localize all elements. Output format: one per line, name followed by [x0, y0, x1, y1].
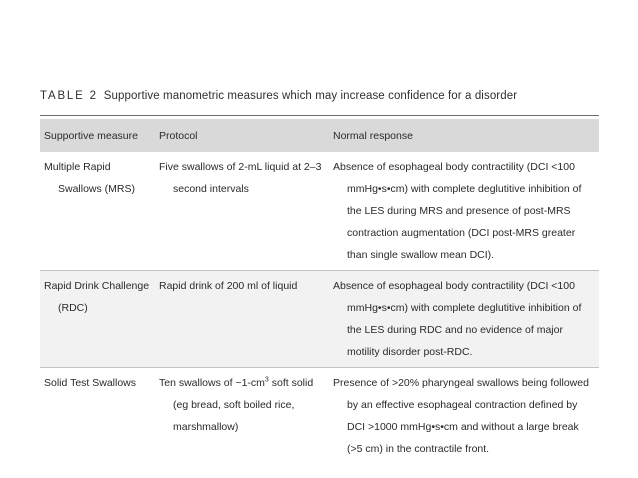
response-text: Absence of esophageal body contractility (DCI <100 mmHg•s•cm) with complete deglutitive inhibition of the LES during MRS and presence of post-MRS contraction augmentation (DCI post-MRS greater than single swallow mean DCI). [333, 161, 582, 261]
protocol-text: Rapid drink of 200 ml of liquid [159, 280, 298, 292]
protocol-text: Five swallows of 2-mL liquid at 2–3 second intervals [159, 161, 322, 195]
cell-protocol [155, 152, 329, 271]
superscript-3: 3 [264, 376, 269, 384]
table-row-solid [40, 368, 599, 465]
measure-text: Multiple Rapid Swallows (MRS) [44, 161, 136, 195]
caption-rule [40, 115, 599, 116]
cell-protocol [155, 271, 329, 368]
header-normal-response: Normal response [329, 119, 599, 152]
table-row-mrs [40, 152, 599, 271]
table-number: TABLE 2 [40, 90, 98, 102]
cell-response [329, 271, 599, 368]
table-row-rdc [40, 271, 599, 368]
cell-response [329, 368, 599, 465]
table-title: Supportive manometric measures which may increase confidence for a disorder [103, 90, 518, 102]
protocol-text-start: Ten swallows of ~1-cm [159, 377, 265, 389]
protocol-text [159, 372, 325, 438]
cell-measure [40, 152, 155, 271]
response-text: Presence of >20% pharyngeal swallows being followed by an effective esophageal contraction defined by DCI >1000 mmHg•s•cm and without a large break (>5 cm) in the contractile front. [333, 377, 589, 455]
cell-measure [40, 271, 155, 368]
supportive-measures-table [40, 119, 599, 464]
response-text: Absence of esophageal body contractility (DCI <100 mmHg•s•cm) with complete deglutitive inhibition of the LES during RDC and no evidence of major motility disorder post-RDC. [333, 280, 582, 358]
table-header-row [40, 119, 599, 152]
cell-protocol [155, 368, 329, 465]
cell-measure [40, 368, 155, 465]
header-supportive-measure: Supportive measure [40, 119, 155, 152]
header-protocol: Protocol [155, 119, 329, 152]
measure-text: Rapid Drink Challenge (RDC) [44, 280, 150, 314]
measure-text: Solid Test Swallows [44, 377, 137, 389]
protocol-text-end: soft solid (eg bread, soft boiled rice, marshmallow) [173, 377, 314, 433]
table-caption [40, 90, 517, 102]
cell-response [329, 152, 599, 271]
